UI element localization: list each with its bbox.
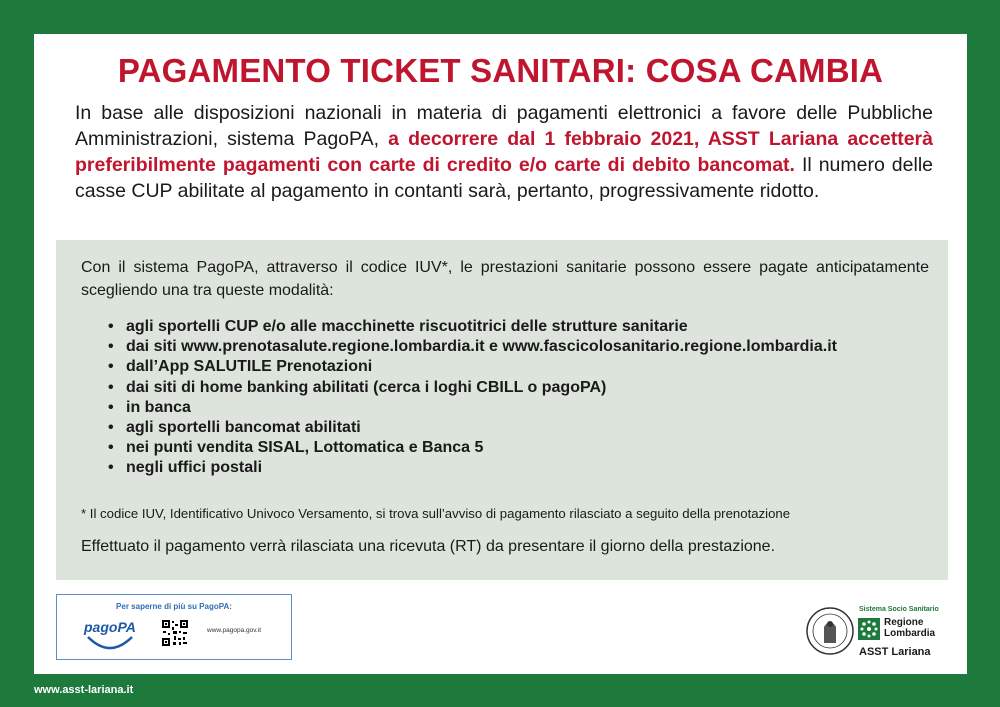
iuv-footnote: * Il codice IUV, Identificativo Univoco Versamento, si trova sull’avviso di pagamento rilasciato a seguito della prenotazione: [81, 506, 791, 521]
regione-lombardia-logo: [858, 606, 958, 662]
bullet-icon: •: [108, 439, 114, 457]
list-item: [108, 398, 837, 418]
bullet-icon: •: [108, 419, 114, 437]
payment-modes-list: [108, 317, 837, 479]
system-label: Sistema Socio Sanitario: [859, 606, 939, 613]
list-item: [108, 317, 837, 337]
poster-title: PAGAMENTO TICKET SANITARI: COSA CAMBIA: [117, 52, 884, 89]
payment-modes-box: [56, 240, 948, 580]
list-item-text: negli uffici postali: [126, 459, 263, 477]
list-item-text: dall’App SALUTILE Prenotazioni: [126, 358, 373, 376]
bullet-icon: •: [108, 378, 114, 396]
list-item-text: nei punti vendita SISAL, Lottomatica e Banca 5: [126, 439, 484, 457]
bullet-icon: •: [108, 318, 114, 335]
list-item: [108, 458, 837, 478]
bullet-icon: •: [108, 398, 114, 416]
poster-sheet: [34, 34, 967, 674]
region-line-1: Regione: [884, 617, 924, 628]
asst-seal-icon: [806, 607, 854, 655]
asst-name: ASST Lariana: [859, 646, 931, 658]
bullet-icon: •: [108, 459, 114, 477]
pagopa-info-box: [56, 594, 292, 660]
rosa-camuna-icon: [858, 618, 880, 640]
footer-website-link[interactable]: www.asst-lariana.it: [34, 684, 134, 696]
list-item: [108, 337, 837, 357]
region-line-2: Lombardia: [884, 627, 936, 639]
list-item: [108, 378, 837, 398]
list-item-text: dai siti www.prenotasalute.regione.lombardia.it e www.fascicolosanitario.regione.lombardia.it: [126, 338, 837, 356]
list-item: [108, 438, 837, 458]
region-name: [884, 618, 935, 639]
bullet-icon: •: [108, 338, 114, 356]
list-item-text: agli sportelli CUP e/o alle macchinette riscuotitrici delle strutture sanitarie: [126, 318, 688, 335]
pagopa-logo: pagoPA: [84, 619, 136, 635]
list-item-text: dai siti di home banking abilitati (cerca i loghi CBILL o pagoPA): [126, 378, 607, 396]
qr-code-icon[interactable]: [161, 619, 189, 647]
intro-highlight: a decorrere dal 1 febbraio 2021, ASST Lariana accetterà preferibilmente pagamenti con carte di credito e/o carte di debito bancomat.: [75, 128, 933, 176]
pagopa-logo-arc-icon: [84, 633, 136, 655]
intro-paragraph: [75, 100, 933, 204]
receipt-note: Effettuato il pagamento verrà rilasciata una ricevuta (RT) da presentare il giorno della prestazione.: [81, 538, 776, 555]
list-item-text: agli sportelli bancomat abilitati: [126, 419, 361, 437]
list-item-text: in banca: [126, 398, 191, 416]
list-item: [108, 418, 837, 438]
bullet-icon: •: [108, 358, 114, 376]
box-intro-text: Con il sistema PagoPA, attraverso il codice IUV*, le prestazioni sanitarie possono essere pagate anticipatamente scegliendo una tra queste modalità:: [81, 259, 929, 299]
list-item: [108, 357, 837, 377]
pagopa-url[interactable]: www.pagopa.gov.it: [207, 627, 262, 634]
intro-text-1: In base alle disposizioni nazionali in materia di pagamenti elettronici a favore delle Pubbliche Amministrazioni, sistema PagoPA,: [75, 102, 933, 150]
intro-text-2: Il numero delle casse CUP abilitate al pagamento in contanti sarà, pertanto, progressivamente ridotto.: [75, 154, 933, 202]
pagopa-info-title: Per saperne di più su PagoPA:: [116, 602, 232, 611]
